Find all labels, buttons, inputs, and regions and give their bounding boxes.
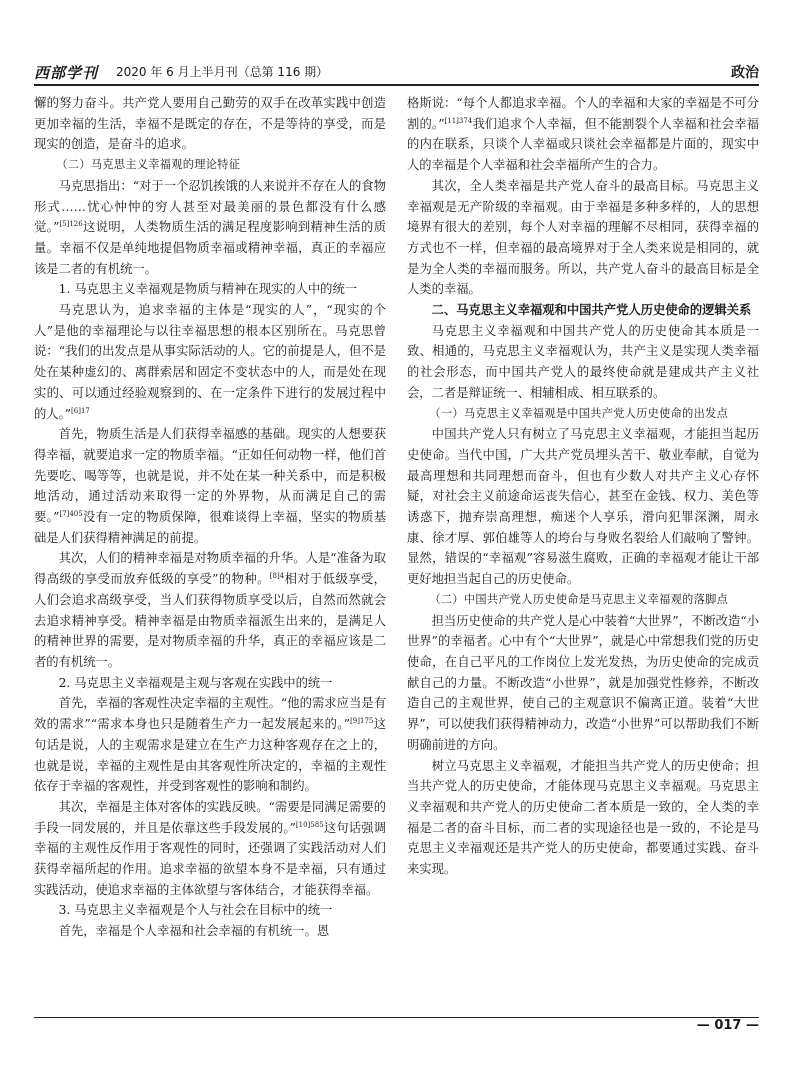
paragraph (34, 797, 386, 901)
paragraph-text: 1. 马克思主义幸福观是物质与精神在现实的人中的统一 (58, 282, 358, 297)
right-column (407, 93, 759, 880)
citation-ref: [11]374 (444, 116, 473, 125)
citation-ref: [6]17 (71, 406, 90, 415)
paragraph-text: 中国共产党人只有树立了马克思主义幸福观，才能担当起历史使命。当代中国，广大共产党员埋头苦干、敬业奉献，自觉为最高理想和共同理想而奋斗，但也有少数人对共产主义心存怀疑，对社会主义前途命运丧失信心，甚至在金钱、权力、美色等诱惑下，抛弃崇高理想，痴迷个人享乐，滑向犯罪深渊，周永康、徐才厚、郭伯雄等人的垮台与身败名裂给人们敲响了警钟。显然，错误的“幸福观”容易滋生腐败，正确的幸福观才能让干部更好地担当起自己的历史使命。 (407, 427, 759, 587)
citation-ref: [10]585 (295, 820, 324, 829)
paragraph-text: 相对于低级享受，人们会追求高级享受，当人们获得物质享受以后，自然而然就会去追求精神享受。精神幸福是由物质幸福派生出来的，是满足人的精神世界的需要，是对物质幸福的升华，真正的幸福应该是二者的有机统一。 (34, 572, 386, 669)
paragraph (34, 693, 386, 797)
paragraph-text: 3. 马克思主义幸福观是个人与社会在目标中的统一 (58, 903, 333, 918)
paragraph-text: 首先，物质生活是人们获得幸福感的基础。现实的人想要获得幸福，就要追求一定的物质幸福。“正如任何动物一样，他们首先要吃、喝等等，也就是说，并不处在某一种关系中，而是积极地活动，通过活动来取得一定的外界物，从而满足自己的需要。” (34, 427, 386, 525)
paragraph-text: 树立马克思主义幸福观，才能担当共产党人的历史使命；担当共产党人的历史使命，才能体现马克思主义幸福观。马克思主义幸福观和共产党人的历史使命二者本质是一致的，全人类的幸福是二者的奋斗目标，而二者的实现途径也是一致的，不论是马克思主义幸福观还是共产党人的历史使命，都要通过实践、奋斗来实现。 (407, 758, 759, 877)
paragraph (34, 673, 386, 694)
paragraph-text: 其次，全人类幸福是共产党人奋斗的最高目标。马克思主义幸福观是无产阶级的幸福观。由于幸福是多种多样的，人的思想境界有很大的差别，每个人对幸福的理解不尽相同，获得幸福的方式也不一样，但幸福的最高境界对于全人类来说是相同的，就是为全人类的幸福而服务。所以，共产党人奋斗的最高目标是全人类的幸福。 (407, 178, 759, 297)
paragraph-text: 其次，幸福是主体对客体的实践反映。“需要是同满足需要的手段一同发展的，并且是依靠这些手段发展的。” (34, 799, 386, 835)
paragraph (407, 590, 759, 611)
paragraph-text: 马克思认为，追求幸福的主体是“现实的人”，“现实的个人”是他的幸福理论与以往幸福思想的根本区别所在。马克思曾说：“我们的出发点是从事实际活动的人。它的前提是人，但不是处在某种虚幻的、离群索居和固定不变状态中的人，而是处在现实的、可以通过经验观察到的、在一定条件下进行的发展过程中的人。” (34, 303, 386, 421)
paragraph-text: 首先，幸福的客观性决定幸福的主观性。“他的需求应当是有效的需求”“需求本身也只是随着生产力一起发展起来的。” (34, 696, 386, 732)
header-rule (34, 84, 759, 86)
paragraph (34, 900, 386, 921)
paragraph-text: 2. 马克思主义幸福观是主观与客观在实践中的统一 (58, 675, 333, 690)
paragraph (34, 93, 386, 155)
paragraph (34, 279, 386, 300)
paragraph (34, 176, 386, 280)
paragraph (407, 424, 759, 590)
paragraph-text: 这句话是说，人的主观需求是建立在生产力这种客观存在之上的，也就是说，幸福的主观性是由其客观性所决定的，幸福的主观性依存于幸福的客观性，并受到客观性的影响和制约。 (34, 717, 386, 794)
paragraph (407, 404, 759, 425)
paragraph-text: 我们追求个人幸福，但不能割裂个人幸福和社会幸福的内在联系，只谈个人幸福或只谈社会幸福都是片面的，现实中人的幸福是个人幸福和社会幸福所产生的合力。 (407, 116, 759, 173)
paragraph (407, 176, 759, 300)
paragraph-text: 马克思指出：“对于一个忍饥挨饿的人来说并不存在人的食物形式……忧心忡忡的穷人甚至对最美丽的景色都没有什么感觉。” (34, 178, 386, 235)
paragraph-text: 首先，幸福是个人幸福和社会幸福的有机统一。恩 (58, 924, 330, 939)
paragraph-text: （二）马克思主义幸福观的理论特征 (56, 158, 241, 172)
paragraph (407, 93, 759, 176)
journal-name: 西部学刊 (34, 64, 99, 82)
issue-info: 2020 年 6 月上半月刊（总第 116 期） (116, 65, 329, 79)
paragraph (34, 548, 386, 672)
paragraph-text: （二）中国共产党人历史使命是马克思主义幸福观的落脚点 (429, 592, 729, 606)
paragraph (34, 155, 386, 176)
paragraph-text: 二、马克思主义幸福观和中国共产党人历史使命的逻辑关系 (431, 303, 752, 318)
paragraph-text: （一）马克思主义幸福观是中国共产党人历史使命的出发点 (429, 406, 729, 420)
paragraph (34, 921, 386, 942)
paragraph-text: 格斯说：“每个人都追求幸福。个人的幸福和大家的幸福是不可分割的。” (407, 96, 759, 131)
paragraph (34, 300, 386, 424)
page-header (34, 56, 759, 86)
footer-rule (34, 1017, 759, 1018)
paragraph (407, 756, 759, 880)
paragraph (407, 611, 759, 756)
citation-ref: [5]126 (59, 220, 83, 229)
citation-ref: [9]175 (350, 717, 374, 725)
paragraph-text: 懈的努力奋斗。共产党人要用自己勤劳的双手在改革实践中创造更加幸福的生活，幸福不是既定的存在，不是等待的享受，而是现实的创造，是奋斗的追求。 (34, 96, 386, 152)
citation-ref: [7]405 (59, 509, 83, 518)
paragraph-text: 担当历史使命的共产党人是心中装着“大世界”，不断改造“小世界”的幸福者。心中有个“大世界”，就是心中常想我们党的历史使命，在自己平凡的工作岗位上发光发热，为历史使命的完成贡献自己的力量。不断改造“小世界”，就是加强党性修养，不断改造自己的主观世界，使自己的主观意识不偏离正道。装着“大世界”，可以使我们获得精神动力，改造“小世界”可以帮助我们不断明确前进的方向。 (407, 613, 759, 752)
left-column (34, 93, 386, 942)
paragraph-text: 这句话强调幸福的主观性反作用于客观性的同时，还强调了实践活动对人们获得幸福所起的作用。追求幸福的欲望本身不是幸福，只有通过实践活动，使追求幸福的主体欲望与客体结合，才能获得幸福。 (34, 820, 386, 897)
paragraph-text: 马克思主义幸福观和中国共产党人的历史使命其本质是一致、相通的，马克思主义幸福观认为，共产主义是实现人类幸福的社会形态，而中国共产党人的最终使命就是建成共产主义社会，二者是辩证统一、相辅相成、相互联系的。 (407, 323, 759, 400)
paragraph (407, 321, 759, 404)
section-label: 政治 (731, 65, 759, 81)
paragraph-text: 没有一定的物质保障，很难谈得上幸福，坚实的物质基础是人们获得精神满足的前提。 (34, 510, 386, 545)
paragraph-text: 其次，人们的精神幸福是对物质幸福的升华。人是“准备为取得高级的享受而放弃低级的享受”的物种。 (34, 551, 386, 587)
paragraph (34, 424, 386, 548)
citation-ref: [8]4 (269, 572, 285, 581)
paragraph-text: 这说明，人类物质生活的满足程度影响到精神生活的质量。幸福不仅是单纯地提倡物质幸福或精神幸福，真正的幸福应该是二者的有机统一。 (34, 220, 386, 276)
paragraph (407, 300, 759, 321)
page-number: — 017 — (696, 1018, 759, 1033)
